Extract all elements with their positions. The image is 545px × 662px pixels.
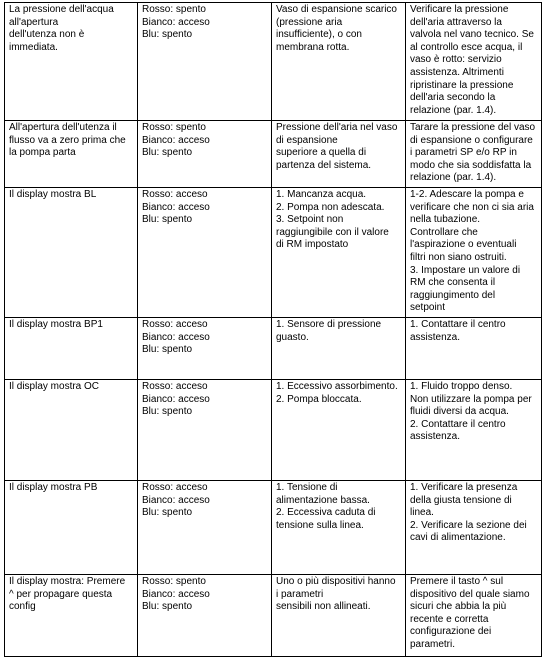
led-status-cell: Rosso: spento Bianco: acceso Blu: spento (138, 3, 272, 121)
table-row (5, 318, 542, 380)
problem-cell: Il display mostra BL (5, 188, 138, 318)
table-row (5, 380, 542, 481)
led-status-cell: Rosso: spento Bianco: acceso Blu: spento (138, 121, 272, 188)
problem-cell: Il display mostra: Premere ^ per propagare questa config (5, 575, 138, 657)
cause-cell: 1. Eccessivo assorbimento. 2. Pompa bloccata. (272, 380, 406, 481)
problem-cell: All'apertura dell'utenza il flusso va a zero prima che la pompa parta (5, 121, 138, 188)
solution-cell: 1-2. Adescare la pompa e verificare che non ci sia aria nella tubazione. Controllare che l'aspirazione o eventuali filtri non siano ostruiti. 3. Impostare un valore di RM che consenta il raggiungimento del setpoint (406, 188, 542, 318)
led-status-cell: Rosso: acceso Bianco: acceso Blu: spento (138, 481, 272, 575)
troubleshooting-table (4, 2, 542, 657)
cause-cell: Vaso di espansione scarico (pressione aria insufficiente), o con membrana rotta. (272, 3, 406, 121)
led-status-cell: Rosso: acceso Bianco: acceso Blu: spento (138, 188, 272, 318)
led-status-cell: Rosso: acceso Bianco: acceso Blu: spento (138, 318, 272, 380)
solution-cell: 1. Contattare il centro assistenza. (406, 318, 542, 380)
table-row (5, 575, 542, 657)
led-status-cell: Rosso: acceso Bianco: acceso Blu: spento (138, 380, 272, 481)
solution-cell: Premere il tasto ^ sul dispositivo del quale siamo sicuri che abbia la più recente e corretta configurazione dei parametri. (406, 575, 542, 657)
solution-cell: 1. Verificare la presenza della giusta tensione di linea. 2. Verificare la sezione dei cavi di alimentazione. (406, 481, 542, 575)
table-row (5, 481, 542, 575)
problem-cell: Il display mostra BP1 (5, 318, 138, 380)
solution-cell: Verificare la pressione dell'aria attraverso la valvola nel vano tecnico. Se al controllo esce acqua, il vaso è rotto: servizio assistenza. Altrimenti ripristinare la pressione dell'aria secondo la relazione (par. 1.4). (406, 3, 542, 121)
solution-cell: 1. Fluido troppo denso. Non utilizzare la pompa per fluidi diversi da acqua. 2. Contattare il centro assistenza. (406, 380, 542, 481)
problem-cell: Il display mostra OC (5, 380, 138, 481)
solution-cell: Tarare la pressione del vaso di espansione o configurare i parametri SP e/o RP in modo che sia soddisfatta la relazione (par. 1.4). (406, 121, 542, 188)
cause-cell: Pressione dell'aria nel vaso di espansione superiore a quella di partenza del sistema. (272, 121, 406, 188)
cause-cell: 1. Mancanza acqua. 2. Pompa non adescata. 3. Setpoint non raggiungibile con il valore di RM impostato (272, 188, 406, 318)
table-row (5, 3, 542, 121)
led-status-cell: Rosso: spento Bianco: acceso Blu: spento (138, 575, 272, 657)
table-row (5, 121, 542, 188)
cause-cell: 1. Tensione di alimentazione bassa. 2. Eccessiva caduta di tensione sulla linea. (272, 481, 406, 575)
cause-cell: 1. Sensore di pressione guasto. (272, 318, 406, 380)
table-row (5, 188, 542, 318)
problem-cell: La pressione dell'acqua all'apertura dell'utenza non è immediata. (5, 3, 138, 121)
problem-cell: Il display mostra PB (5, 481, 138, 575)
cause-cell: Uno o più dispositivi hanno i parametri sensibili non allineati. (272, 575, 406, 657)
